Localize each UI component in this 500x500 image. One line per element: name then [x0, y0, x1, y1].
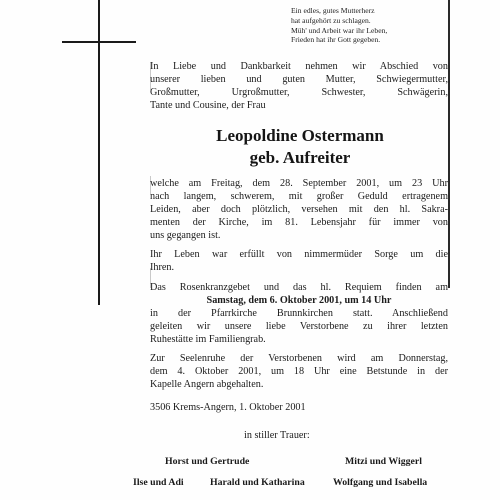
life-line: Ihr Leben war erfüllt von nimmermüder Sorge um die [150, 249, 448, 260]
deceased-name: Leopoldine Ostermann [216, 126, 384, 145]
mourning-header: in stiller Trauer: [244, 430, 310, 441]
intro-paragraph [150, 60, 448, 112]
death-notice-paragraph [150, 177, 448, 242]
death-notice-line: uns gegangen ist. [150, 230, 221, 241]
death-notice-line: menten der Kirche, im 81. Lebensjahr für immer von [150, 217, 448, 228]
quote-line: hat aufgehört zu schlagen. [291, 15, 371, 25]
prayer-line: Kapelle Angern abgehalten. [150, 379, 264, 390]
intro-line: In Liebe und Dankbarkeit nehmen wir Abschied von [150, 61, 448, 72]
funeral-line: geleiten wir unsere liebe Verstorbene zu ihrer letzten [150, 321, 448, 332]
cross-horizontal-bar [62, 41, 136, 43]
death-notice-line: nach langem, schwerem, mit großer Geduld ertragenem [150, 191, 448, 202]
mourner-name: Wolfgang und Isabella [333, 477, 428, 488]
funeral-line: Das Rosenkranzgebet und das hl. Requiem finden am [150, 282, 448, 293]
mourner-name: Ilse und Adi [133, 477, 184, 488]
death-notice-line: welche am Freitag, dem 28. September 2001, um 23 Uhr [150, 178, 448, 189]
intro-line: Großmutter, Urgroßmutter, Schwester, Schwägerin, [150, 87, 448, 98]
prayer-line: Zur Seelenruhe der Verstorbenen wird am Donnerstag, [150, 353, 448, 364]
funeral-paragraph [150, 281, 448, 346]
epitaph-quote [291, 6, 441, 45]
mourner-name: Horst und Gertrude [165, 456, 250, 467]
quote-line: Ein edles, gutes Mutterherz [291, 6, 375, 15]
death-notice-line: Leiden, aber doch plötzlich, versehen mit den hl. Sakra- [150, 204, 448, 215]
funeral-date: Samstag, dem 6. Oktober 2001, um 14 Uhr [206, 295, 392, 306]
intro-line: Tante und Cousine, der Frau [150, 100, 266, 111]
quote-line: Frieden hat ihr Gott gegeben. [291, 35, 381, 45]
mourner-name: Harald und Katharina [210, 477, 305, 488]
life-paragraph [150, 248, 448, 274]
deceased-birth-name: geb. Aufreiter [249, 148, 351, 167]
quote-line: Müh' und Arbeit war ihr Leben, [291, 25, 388, 35]
mourner-name: Mitzi und Wiggerl [345, 456, 422, 467]
life-line: Ihren. [150, 262, 175, 273]
prayer-line: dem 4. Oktober 2001, um 18 Uhr eine Betstunde in der [150, 366, 448, 377]
funeral-line: in der Pfarrkirche Brunnkirchen statt. Anschließend [150, 308, 448, 319]
intro-line: unserer lieben und guten Mutter, Schwiegermutter, [150, 74, 448, 85]
cross-vertical-bar [98, 0, 100, 305]
funeral-line: Ruhestätte im Familiengrab. [150, 334, 266, 345]
prayer-paragraph [150, 352, 448, 391]
place-date: 3506 Krems-Angern, 1. Oktober 2001 [150, 402, 306, 413]
